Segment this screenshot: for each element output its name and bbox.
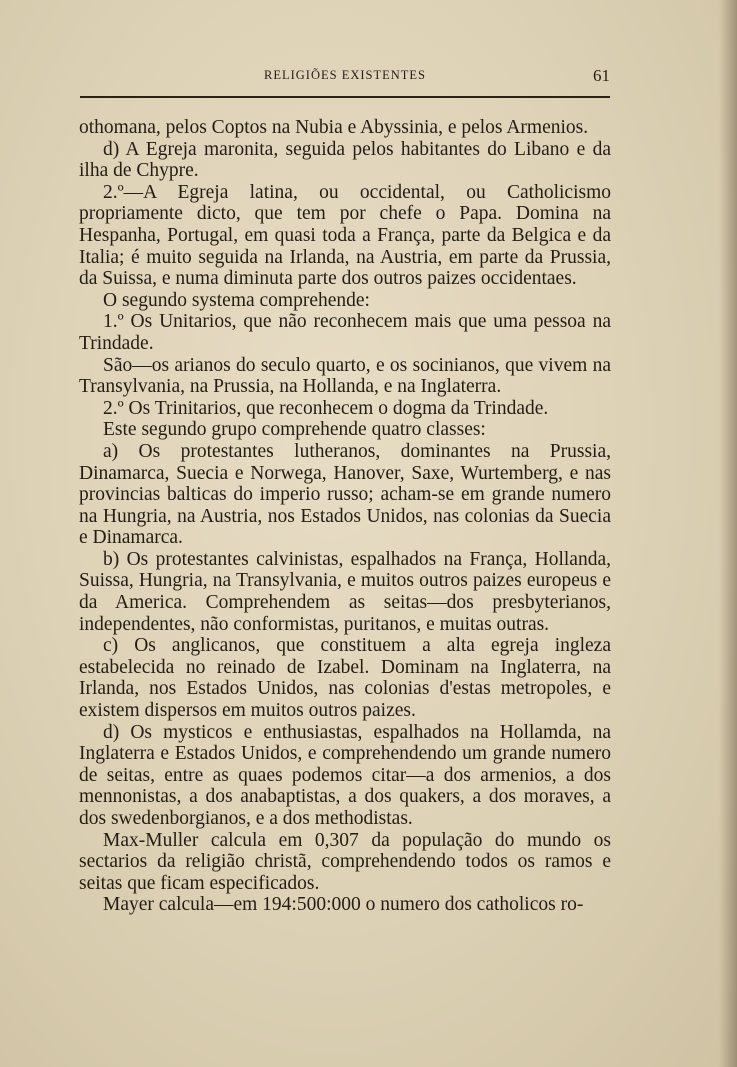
page-number: 61 <box>593 66 610 85</box>
paragraph: O segundo systema comprehende: <box>103 289 370 311</box>
paragraph: Max-Muller calcula em 0,307 da população do mundo os sectarios da religião christã, comprehendendo todos os ramos e seitas que ficam especificados. <box>79 829 611 894</box>
paragraph: d) A Egreja maronita, seguida pelos habitantes do Libano e da ilha de Chypre. <box>79 138 611 182</box>
paragraph: 2.º—A Egreja latina, ou occidental, ou Catholicismo propriamente dicto, que tem por chefe o Papa. Domina na Hespanha, Portugal, em quasi toda a França, parte da Belgica e da Italia; é muito seguida na Irlanda, na Austria, em parte da Prussia, da Suissa, e numa diminuta parte dos outros paizes occidentaes. <box>79 181 611 290</box>
paragraph: othomana, pelos Coptos na Nubia e Abyssinia, e pelos Armenios. <box>79 117 589 138</box>
paragraph: 2.º Os Trinitarios, que reconhecem o dogma da Trindade. <box>103 397 549 419</box>
paragraph: a) Os protestantes lutheranos, dominantes na Prussia, Dinamarca, Suecia e Norwega, Hanover, Saxe, Wurtemberg, e nas provincias balticas do imperio russo; acham-se em grande numero na Hungria, na Austria, nos Estados Unidos, nas colonias da Suecia e Dinamarca. <box>79 440 611 549</box>
paragraph: d) Os mysticos e enthusiastas, espalhados na Hollamda, na Inglaterra e Estados Unidos, e comprehendendo um grande numero de seitas, entre as quaes podemos citar—a dos armenios, a dos mennonistas, a dos anabaptistas, a dos quakers, a dos moraves, a dos swedenborgianos, e a dos methodistas. <box>79 721 611 829</box>
body-text <box>79 117 611 916</box>
page-header <box>80 66 610 88</box>
paragraph: b) Os protestantes calvinistas, espalhados na França, Hollanda, Suissa, Hungria, na Transylvania, e muitos outros paizes europeus e da America. Comprehendem as seitas—dos presbyterianos, independentes, não conformistas, puritanos, e muitas outras. <box>79 548 611 635</box>
header-rule <box>80 96 610 98</box>
paragraph: Mayer calcula—em 194:500:000 o numero dos catholicos ro- <box>103 894 584 916</box>
page-edge-shadow <box>719 0 737 1067</box>
paragraph: 1.º Os Unitarios, que não reconhecem mais que uma pessoa na Trindade. <box>79 311 611 354</box>
paragraph: São—os arianos do seculo quarto, e os socinianos, que vivem na Transylvania, na Prussia, na Hollanda, e na Inglaterra. <box>79 354 611 398</box>
paragraph: Este segundo grupo comprehende quatro classes: <box>103 419 486 441</box>
paragraph: c) Os anglicanos, que constituem a alta egreja ingleza estabelecida no reinado de Izabel. Dominam na Inglaterra, na Irlanda, nos Estados Unidos, nas colonias d'estas metropoles, e existem dispersos em muitos outros paizes. <box>79 635 611 722</box>
running-title: RELIGIÕES EXISTENTES <box>264 68 426 82</box>
